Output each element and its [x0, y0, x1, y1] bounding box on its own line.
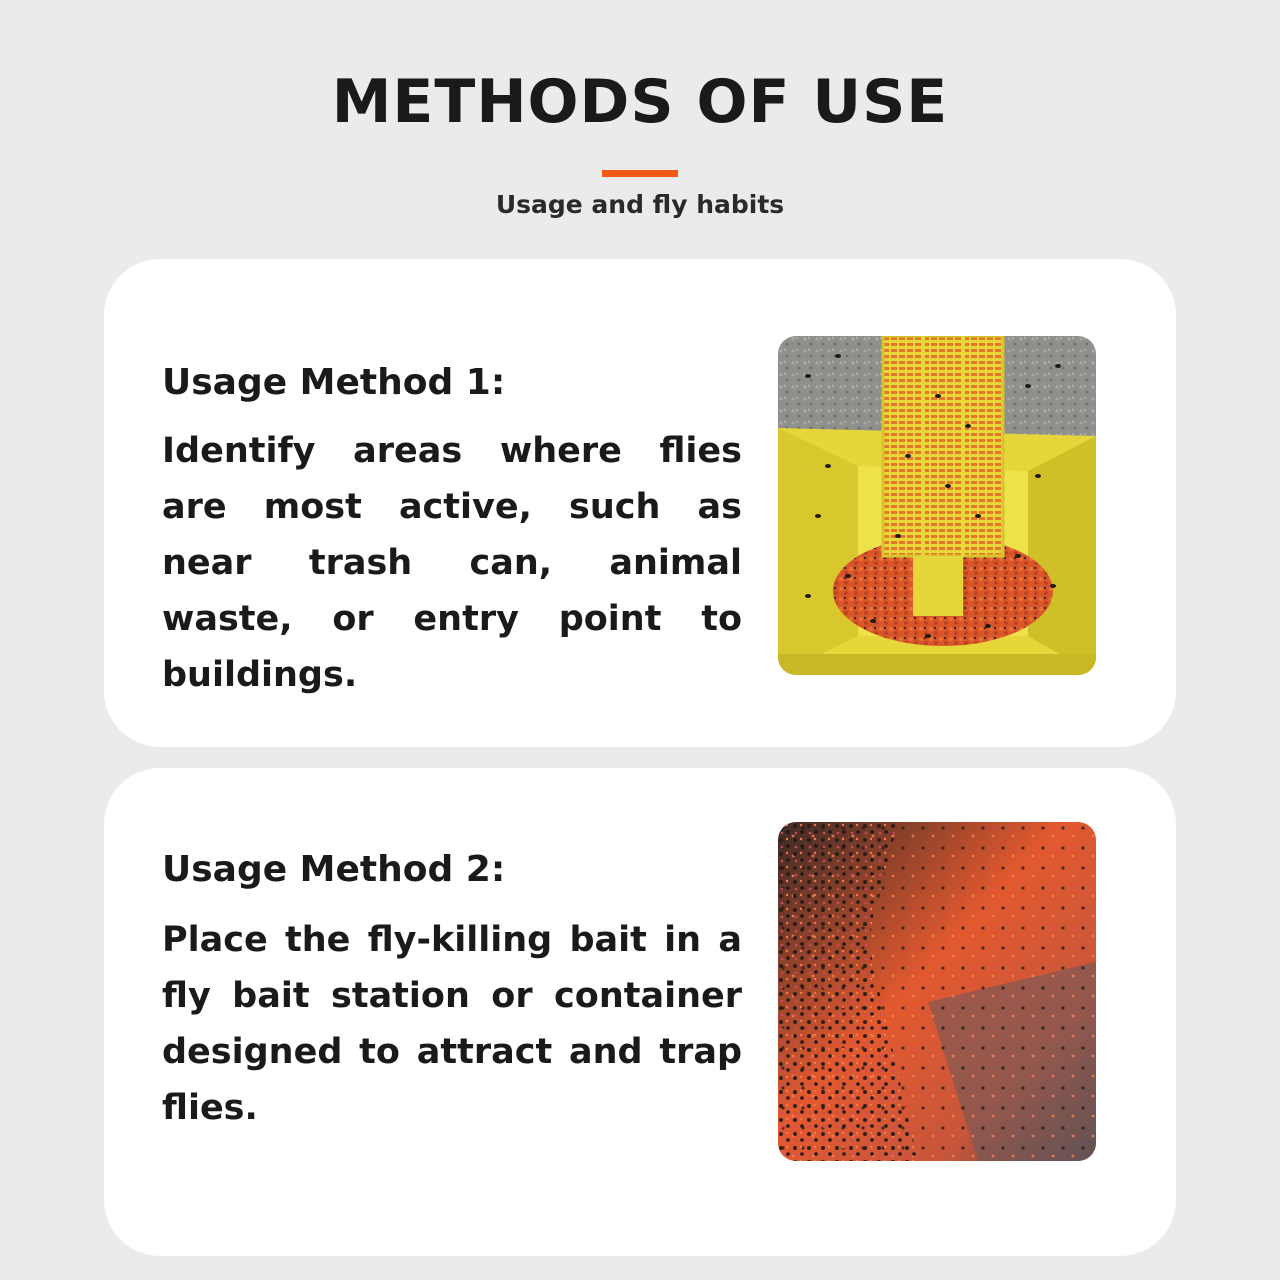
- usage-method-2-heading: Usage Method 2:: [162, 849, 506, 890]
- usage-method-1-card: [104, 259, 1176, 747]
- page-subtitle: Usage and fly habits: [495, 190, 785, 219]
- bait-station-photo: [778, 336, 1096, 675]
- bait-granules-photo: [778, 822, 1096, 1161]
- usage-method-1-text: Identify areas where flies are most active, such as near trash can, animal waste, or entry point to buildings.: [162, 431, 742, 695]
- title-accent-bar: [602, 170, 678, 177]
- usage-method-1-heading: Usage Method 1:: [162, 362, 506, 403]
- page-title: METHODS OF USE: [331, 67, 949, 137]
- usage-method-2-text: Place the fly-killing bait in a fly bait station or container designed to attract and trap flies.: [162, 920, 742, 1128]
- usage-method-2-card: [104, 768, 1176, 1256]
